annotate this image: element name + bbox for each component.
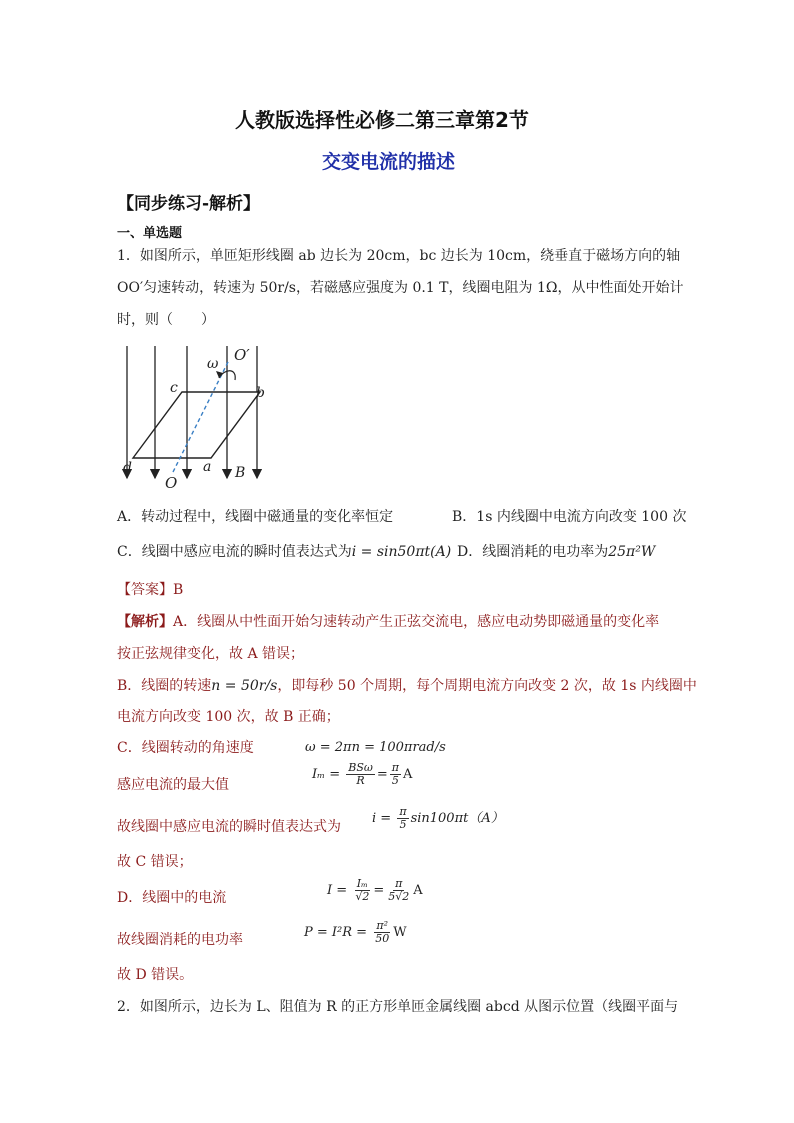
option-d-text: D．线圈消耗的电功率为 (457, 544, 609, 560)
analysis-label: 【解析】 (117, 614, 173, 630)
analysis-c3-formula (372, 806, 504, 831)
page-subtitle: 交变电流的描述 (322, 151, 456, 173)
analysis-a1 (117, 612, 659, 632)
analysis-c1-label: C．线圈转动的角速度 (117, 740, 254, 756)
label-b: b (256, 385, 265, 401)
c2-frac1 (346, 762, 375, 787)
analysis-b1 (117, 676, 697, 696)
analysis-b1-suffix: ，即每秒 50 个周期，每个周期电流方向改变 2 次，故 1s 内线圈中 (277, 678, 697, 694)
d1-unit: A (413, 883, 423, 898)
option-a: A．转动过程中，线圈中磁通量的变化率恒定 (117, 509, 394, 525)
d1-den2: 5√2 (388, 890, 410, 903)
c3-den: 5 (399, 818, 407, 831)
d2-unit: W (393, 925, 407, 940)
analysis-d3: 故 D 错误。 (117, 967, 194, 983)
d1-num1: Iₘ (356, 877, 368, 890)
label-B-field: B (235, 465, 246, 481)
label-c: c (170, 380, 178, 396)
option-c-formula: i = sin50πt(A) (351, 544, 452, 560)
analysis-c2-formula: Iₘ = $\frac{\text{BSω}}{R}$ = $\frac{\pi}{5}$ A (312, 761, 413, 787)
c3-frac (397, 806, 408, 831)
d1-den1: √2 (355, 890, 370, 903)
page-title: 人教版选择性必修二第三章第2节 (235, 108, 529, 132)
option-d (457, 542, 655, 562)
d1-num2: π (395, 877, 403, 890)
analysis-d2-label: 故线圈消耗的电功率 (117, 932, 243, 948)
label-o: O (165, 474, 178, 492)
label-omega: ω (207, 356, 219, 372)
analysis-b1-prefix: B．线圈的转速 (117, 678, 212, 694)
c2-num1: BSω (348, 761, 373, 774)
answer: 【答案】B (117, 582, 184, 598)
option-c-text: C．线圈中感应电流的瞬时值表达式为 (117, 544, 352, 560)
rotating-coil-figure (115, 340, 275, 492)
c3-lhs: i = (372, 811, 392, 826)
option-c (117, 542, 451, 562)
c2-den2: 5 (391, 774, 399, 787)
section-label: 【同步练习-解析】 (117, 194, 261, 214)
d2-num: π² (376, 919, 389, 932)
analysis-c4: 故 C 错误； (117, 854, 193, 870)
q2-line1: 2．如图所示，边长为 L、阻值为 R 的正方形单匝金属线圈 abcd 从图示位置（线圈平面与 (117, 999, 679, 1015)
analysis-c2-label: 感应电流的最大值 (117, 777, 229, 793)
part-label: 一、单选题 (117, 226, 183, 241)
analysis-d2-formula (304, 920, 407, 945)
analysis-d1-formula: I = $\frac{\text{Iₘ}}{√2}$ = $\frac{\pi}{5√2}$ A (327, 877, 423, 903)
d2-den: 50 (375, 932, 390, 945)
analysis-a1-text: A．线圈从中性面开始匀速转动产生正弦交流电，感应电动势即磁通量的变化率 (173, 614, 660, 630)
label-d: d (123, 460, 132, 476)
d1-frac2 (386, 878, 411, 903)
d2-lhs: P = I²R = (304, 925, 368, 940)
c2-den1: R (356, 774, 365, 787)
label-o-prime: O′ (234, 346, 250, 364)
analysis-c1-formula: ω = 2πn = 100πrad/s (305, 740, 446, 755)
label-a: a (203, 459, 212, 475)
c2-frac2 (390, 762, 401, 787)
analysis-b1-formula: n = 50r/s (211, 678, 278, 694)
c2-unit: A (403, 767, 413, 782)
analysis-b2: 电流方向改变 100 次，故 B 正确； (117, 709, 340, 725)
option-d-formula: 25π²W (608, 544, 656, 560)
analysis-d1-label: D．线圈中的电流 (117, 890, 227, 906)
q1-line3: 时，则（ ） (117, 312, 215, 328)
option-b: B．1s 内线圈中电流方向改变 100 次 (452, 509, 687, 525)
q1-line2: OO′匀速转动，转速为 50r/s，若磁感应强度为 0.1 T，线圈电阻为 1Ω，从中性面处开始计 (117, 280, 684, 296)
analysis-a2: 按正弦规律变化，故 A 错误； (117, 646, 305, 662)
d1-frac1 (353, 878, 371, 903)
d2-frac (373, 920, 391, 945)
analysis-c3-label: 故线圈中感应电流的瞬时值表达式为 (117, 819, 341, 835)
c3-rhs: sin100πt（A） (410, 811, 504, 826)
c2-lhs: Iₘ = (312, 767, 341, 782)
d1-lhs: I = (327, 883, 348, 898)
c3-num: π (399, 805, 407, 818)
c2-num2: π (391, 761, 400, 774)
q1-line1: 1．如图所示，单匝矩形线圈 ab 边长为 20cm，bc 边长为 10cm，绕垂直于磁场方向的轴 (117, 248, 681, 264)
